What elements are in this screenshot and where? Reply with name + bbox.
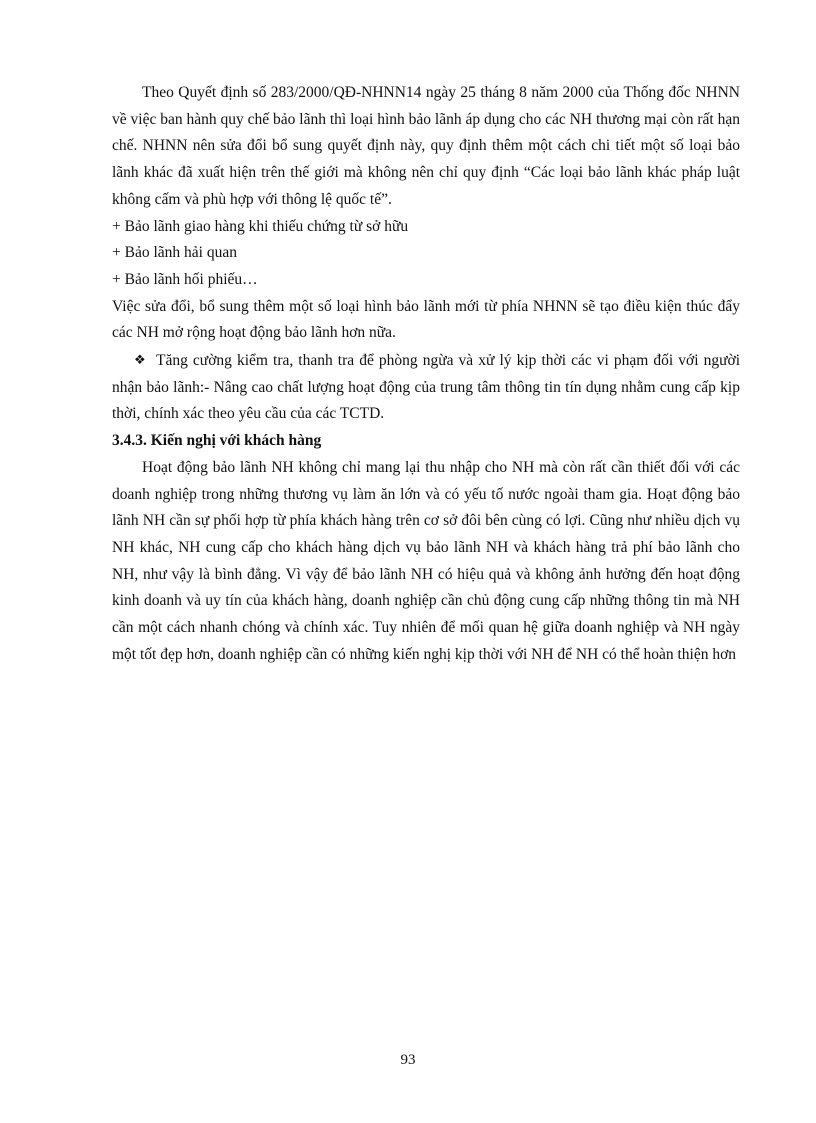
page-number: 93 xyxy=(400,1052,416,1068)
document-body xyxy=(112,80,740,668)
diamond-bullet-icon: ❖ xyxy=(134,352,146,368)
list-item-bill-of-exchange-guarantee: + Bảo lãnh hối phiếu… xyxy=(112,270,258,288)
bullet-paragraph-inspection xyxy=(112,347,740,428)
paragraph-customer-recommendations: Hoạt động bảo lãnh NH không chỉ mang lại thu nhập cho NH mà còn rất cần thiết đối với các doanh nghiệp trong những thương vụ làm ăn lớn và có yếu tố nước ngoài tham gia. Hoạt động bảo lãnh NH cần sự phối hợp từ phía khách hàng trên cơ sở đôi bên cùng có lợi. Cũng như nhiều dịch vụ NH khác, NH cung cấp cho khách hàng dịch vụ bảo lãnh NH và khách hàng trả phí bảo lãnh cho NH, như vậy là bình đẳng. Vì vậy để bảo lãnh NH có hiệu quả và không ảnh hưởng đến hoạt động kinh doanh và uy tín của khách hàng, doanh nghiệp cần chủ động cung cấp những thông tin mà NH cần một cách nhanh chóng và chính xác. Tuy nhiên để mối quan hệ giữa doanh nghiệp và NH ngày một tốt đẹp hơn, doanh nghiệp cần có những kiến nghị kịp thời với NH để NH có thể hoàn thiện hơn xyxy=(112,458,740,663)
section-heading: 3.4.3. Kiến nghị với khách hàng xyxy=(112,432,322,450)
bullet-paragraph-text: Tăng cường kiểm tra, thanh tra để phòng ngừa và xử lý kịp thời các vi phạm đối với người nhận bảo lãnh:- Nâng cao chất lượng hoạt động của trung tâm thông tin tín dụng nhằm cung cấp kịp thời, chính xác theo yêu cầu của các TCTD. xyxy=(112,352,740,423)
list-item-customs-guarantee: + Bảo lãnh hải quan xyxy=(112,244,237,262)
list-item-delivery-guarantee: + Bảo lãnh giao hàng khi thiếu chứng từ sở hữu xyxy=(112,217,409,235)
paragraph-amendment: Việc sửa đổi, bổ sung thêm một số loại hình bảo lãnh mới từ phía NHNN sẽ tạo điều kiện thúc đẩy các NH mở rộng hoạt động bảo lãnh hơn nữa. xyxy=(112,297,740,342)
paragraph-decision-283: Theo Quyết định số 283/2000/QĐ-NHNN14 ngày 25 tháng 8 năm 2000 của Thống đốc NHNN về việc ban hành quy chế bảo lãnh thì loại hình bảo lãnh áp dụng cho các NH thương mại còn rất hạn chế. NHNN nên sửa đổi bổ sung quyết định này, quy định thêm một cách chi tiết một số loại bảo lãnh khác đã xuất hiện trên thế giới mà không nên chỉ quy định “Các loại bảo lãnh khác pháp luật không cấm và phù hợp với thông lệ quốc tế”. xyxy=(112,84,740,208)
